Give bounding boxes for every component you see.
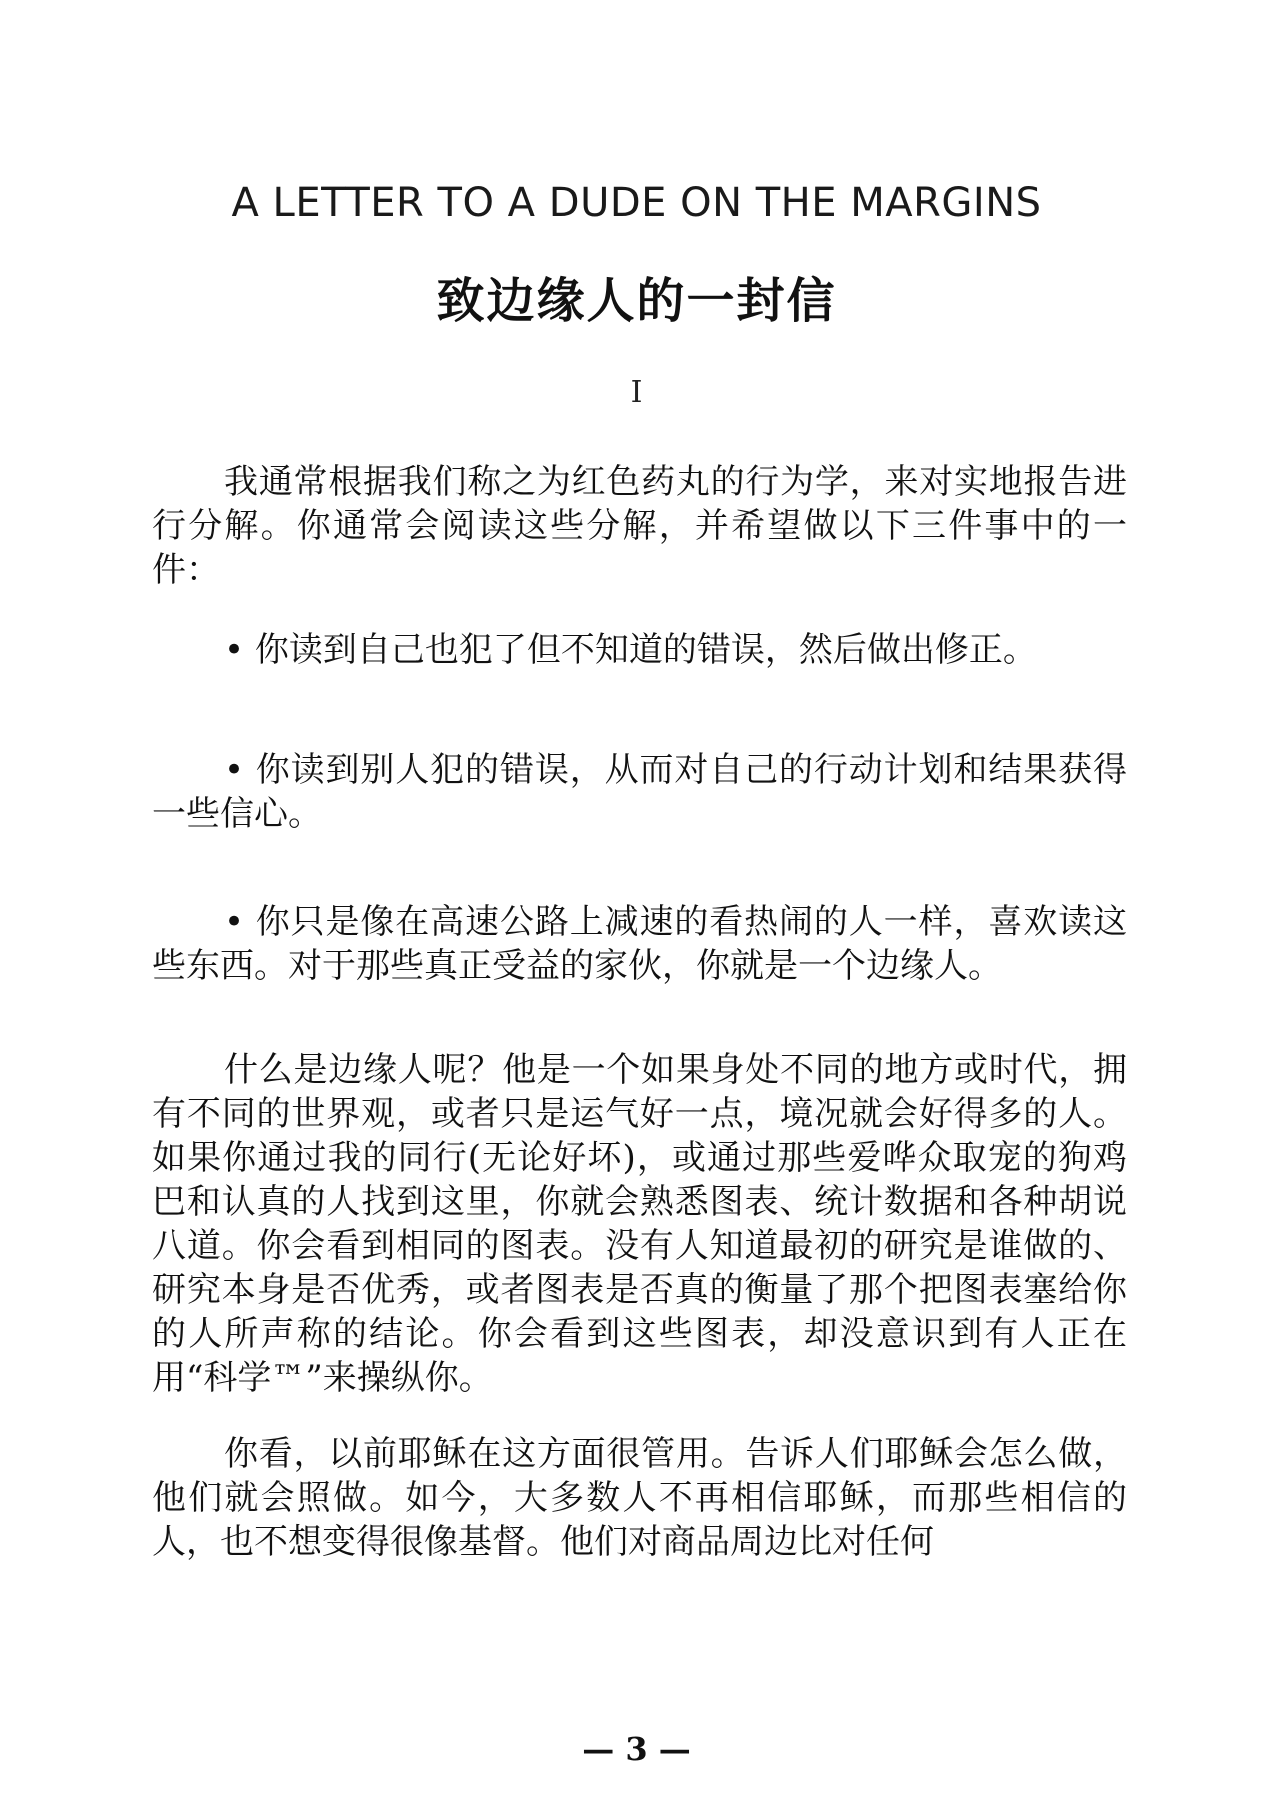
english-title: A LETTER TO A DUDE ON THE MARGINS xyxy=(231,180,1042,226)
paragraph-margins-definition: 什么是边缘人呢？他是一个如果身处不同的地方或时代，拥有不同的世界观，或者只是运气好一点，境况就会好得多的人。如果你通过我的同行(无论好坏)，或通过那些爱哗众取宠的狗鸡巴和认真的人找到这里，你就会熟悉图表、统计数据和各种胡说八道。你会看到相同的图表。没有人知道最初的研究是谁做的、研究本身是否优秀，或者图表是否真的衡量了那个把图表塞给你的人所声称的结论。你会看到这些图表，却没意识到有人正在用“科学™”来操纵你。 xyxy=(152,1050,1127,1398)
section-number: I xyxy=(630,375,643,410)
page-number: — 3 — xyxy=(582,1730,691,1768)
bullet-item-1: • 你读到自己也犯了但不知道的错误，然后做出修正。 xyxy=(224,630,1037,670)
bullet-item-3: • 你只是像在高速公路上减速的看热闹的人一样，喜欢读这些东西。对于那些真正受益的家伙，你就是一个边缘人。 xyxy=(152,902,1127,986)
chinese-title: 致边缘人的一封信 xyxy=(436,273,837,329)
bullet-item-2: • 你读到别人犯的错误，从而对自己的行动计划和结果获得一些信心。 xyxy=(152,750,1127,834)
paragraph-jesus: 你看，以前耶稣在这方面很管用。告诉人们耶稣会怎么做，他们就会照做。如今，大多数人不再相信耶稣，而那些相信的人，也不想变得很像基督。他们对商品周边比对任何 xyxy=(152,1434,1127,1562)
paragraph-intro: 我通常根据我们称之为红色药丸的行为学，来对实地报告进行分解。你通常会阅读这些分解，并希望做以下三件事中的一件： xyxy=(152,462,1127,590)
